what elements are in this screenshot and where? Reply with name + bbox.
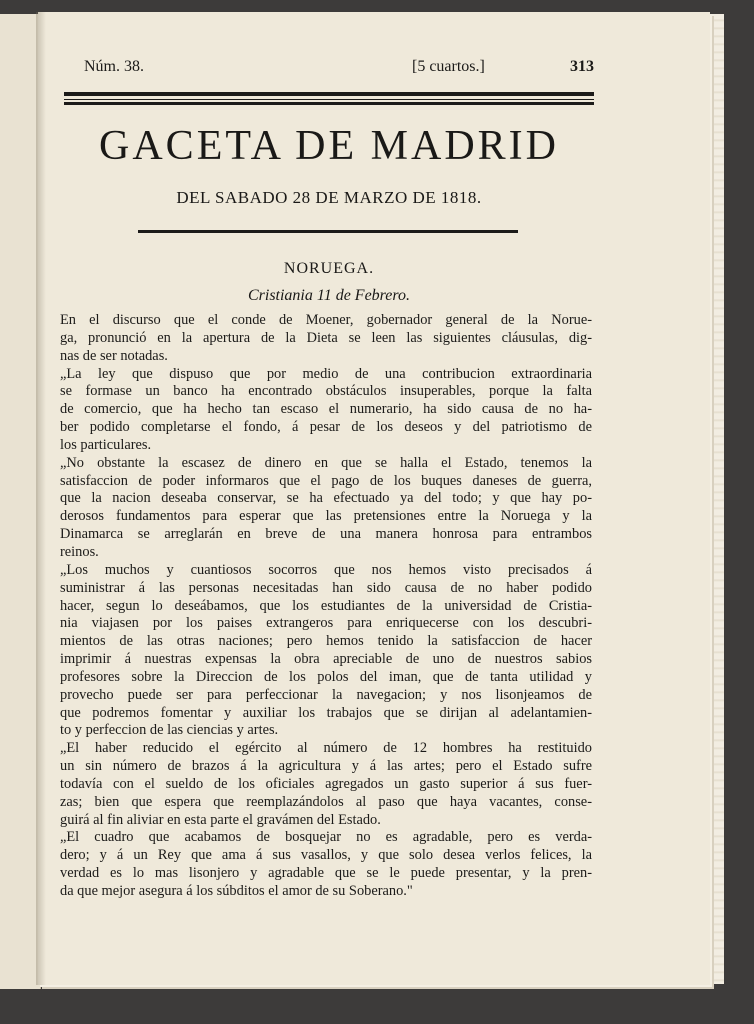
article-line: „El cuadro que acabamos de bosquejar no es agradable, pero es verda- xyxy=(60,829,592,846)
article-line: que podremos fomentar y auxiliar los trabajos que se dirijan al adelantamien- xyxy=(60,704,592,721)
issue-number: Núm. 38. xyxy=(84,58,144,75)
article-dateline: Cristiania 11 de Febrero. xyxy=(247,287,411,304)
article-line: imprimir á nuestras expensas la obra apreciable de uno de nuestros sabios xyxy=(60,651,592,668)
masthead-rule xyxy=(138,230,518,233)
article-line: de comercio, que ha hecho tan escaso el numerario, ha sido causa de no ha- xyxy=(60,401,592,418)
article-line: nia viajasen por los paises extrangeros para enriquecerse con los descubri- xyxy=(60,615,592,632)
article-line: verdad es lo mas lisonjero y agradable que se le puede presentar, y la pren- xyxy=(60,865,592,882)
section-heading: NORUEGA. xyxy=(283,260,375,277)
article-line: reinos. xyxy=(60,543,99,560)
article-line: „Los muchos y cuantiosos socorros que nos hemos visto precisados á xyxy=(60,561,592,578)
header-rule-bottom xyxy=(64,102,594,105)
article-line: da que mejor asegura á los súbditos el amor de su Soberano." xyxy=(60,883,413,899)
article-line: nas de ser notadas. xyxy=(60,347,168,364)
issue-price: [5 cuartos.] xyxy=(412,58,485,75)
page-number: 313 xyxy=(570,58,594,75)
article-line: mientos de las otras naciones; pero hemos tenido la satisfaccion de hacer xyxy=(60,633,592,650)
article-line: „No obstante la escasez de dinero en que se halla el Estado, tenemos la xyxy=(60,454,592,471)
article-line: profesores sobre la Direccion de los polos del iman, que de tanta utilidad y xyxy=(60,668,592,685)
article-line: ga, pronunció en la apertura de la Dieta se leen las siguientes cláusulas, dig- xyxy=(60,329,592,346)
article-line: En el discurso que el conde de Moener, gobernador general de la Norue- xyxy=(60,312,592,328)
masthead-title: GACETA DE MADRID xyxy=(99,123,559,169)
article-line: suministrar á las personas necesitadas han sido causa de no haber podido xyxy=(60,579,592,596)
article-line: satisfaccion de poder informaros que el pago de los buques daneses de guerra, xyxy=(60,472,592,489)
article-line: se formase un banco ha encontrado obstáculos insuperables, porque la falta xyxy=(60,383,592,400)
article-line: Dinamarca se arreglarán en breve de una manera honrosa para entrambos xyxy=(60,526,592,543)
article-line: hacer, segun lo deseábamos, que los estudiantes de la universidad de Cristia- xyxy=(60,597,592,614)
article-line: un sin número de brazos á la agricultura y á las artes; pero el Estado sufre xyxy=(60,758,592,775)
article-line: ber podido completarse el fondo, á pesar de los deseos y del patriotismo de xyxy=(60,419,592,436)
article-line: to y perfeccion de las ciencias y artes. xyxy=(60,722,279,739)
article-body xyxy=(60,312,592,901)
article-line: provecho puede ser para perfeccionar la navegacion; y nos lisonjeamos de xyxy=(60,686,592,703)
header-rule-top xyxy=(64,92,594,96)
article-line: los particulares. xyxy=(60,436,152,453)
article-line: „La ley que dispuso que por medio de una contribucion extraordinaria xyxy=(60,365,592,382)
article-line: „El haber reducido el egército al número de 12 hombres ha restituido xyxy=(60,740,592,757)
article-line: zas; bien que espera que reemplazándolos al paso que haya vacantes, conse- xyxy=(60,793,592,810)
facing-page xyxy=(0,14,41,989)
page-header xyxy=(84,58,594,80)
article-line: que la nacion deseaba conservar, se ha efectuado ya del todo; y que hay po- xyxy=(60,490,592,507)
article-line: todavía con el sueldo de los oficiales agregados un gasto superior á sus fuer- xyxy=(60,775,592,792)
article-line: dero; y á un Rey que ama á sus vasallos, y que solo desea verlos felices, la xyxy=(60,847,592,864)
article-line: derosos fundamentos para esperar que las pretensiones entre la Noruega y la xyxy=(60,508,592,525)
header-rule-middle xyxy=(64,99,594,100)
gutter-shadow xyxy=(36,12,46,985)
issue-date: DEL SABADO 28 DE MARZO DE 1818. xyxy=(176,188,482,207)
article-line: guirá al fin aliviar en esta parte el gravámen del Estado. xyxy=(60,811,381,828)
